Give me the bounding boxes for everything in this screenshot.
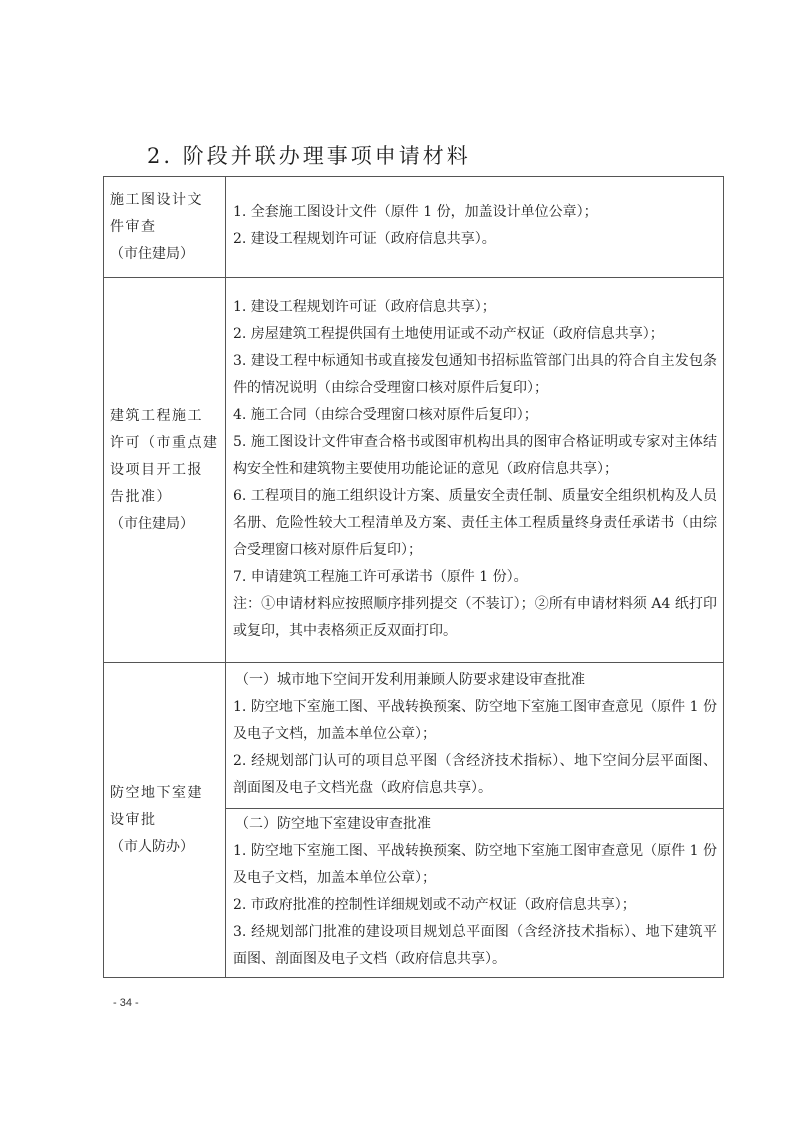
application-materials-table: [103, 176, 724, 978]
material-item: 4. 施工合同（由综合受理窗口核对原件后复印）；: [233, 406, 538, 423]
responsible-organization: （市住建局）: [110, 245, 194, 262]
material-item: 2. 建设工程规划许可证（政府信息共享）。: [233, 231, 496, 247]
material-item: 1. 防空地下室施工图、平战转换预案、防空地下室施工图审查意见（原件 1 份及电子文档，加盖本单位公章）；: [233, 699, 717, 742]
responsible-organization: （市住建局）: [110, 515, 194, 532]
material-item: 1. 全套施工图设计文件（原件 1 份，加盖设计单位公章）；: [233, 204, 598, 220]
department-name-line: 件审查: [110, 218, 157, 235]
material-item: 2. 房屋建筑工程提供国有土地使用证或不动产权证（政府信息共享）；: [233, 325, 664, 342]
material-item: 3. 经规划部门批准的建设项目规划总平面图（含经济技术指标）、地下建筑平面图、剖面图及电子文档（政府信息共享）。: [233, 924, 717, 967]
section-heading: 2. 阶段并联办理事项申请材料: [147, 144, 471, 168]
materials-subsection-cell: [226, 809, 724, 978]
material-item: 6. 工程项目的施工组织设计方案、质量安全责任制、质量安全组织机构及人员名册、危险性较大工程清单及方案、责任主体工程质量终身责任承诺书（由综合受理窗口核对原件后复印）；: [233, 487, 717, 558]
department-name-line: 防空地下室建: [110, 784, 203, 801]
department-cell: [104, 278, 226, 663]
table-row-construction-drawing-review: [104, 177, 724, 278]
department-name-line: 设项目开工报: [110, 461, 203, 478]
department-name-line: 建筑工程施工: [110, 407, 203, 424]
subsection-title: （二）防空地下室建设审查批准: [235, 816, 431, 832]
material-item: 5. 施工图设计文件审查合格书或图审机构出具的图审合格证明或专家对主体结构安全性和建筑物主要使用功能论证的意见（政府信息共享）；: [233, 433, 717, 477]
materials-subsection-cell: [226, 663, 724, 809]
material-item: 1. 建设工程规划许可证（政府信息共享）；: [233, 298, 496, 315]
material-item: 7. 申请建筑工程施工许可承诺书（原件 1 份）。: [233, 568, 528, 585]
department-name-line: 施工图设计文: [110, 191, 203, 208]
subsection-title: （一）城市地下空间开发利用兼顾人防要求建设审查批准: [235, 672, 585, 688]
table-row-civil-air-defense-approval: [104, 663, 724, 809]
material-item: 2. 经规划部门认可的项目总平图（含经济技术指标）、地下空间分层平面图、剖面图及电子文档光盘（政府信息共享）。: [233, 753, 717, 796]
department-name-line: 许可（市重点建: [110, 434, 219, 451]
responsible-organization: （市人防办）: [110, 838, 194, 855]
table-row-construction-permit: [104, 278, 724, 663]
materials-cell: [226, 177, 724, 278]
material-item: 2. 市政府批准的控制性详细规划或不动产权证（政府信息共享）；: [233, 897, 636, 913]
department-cell: [104, 177, 226, 278]
department-cell: [104, 663, 226, 978]
department-name-line: 设审批: [110, 811, 157, 828]
material-item: 1. 防空地下室施工图、平战转换预案、防空地下室施工图审查意见（原件 1 份及电子文档，加盖本单位公章）；: [233, 843, 717, 886]
note-text: 注：①申请材料应按照顺序排列提交（不装订）；②所有申请材料须 A4 纸打印或复印，其中表格须正反双面打印。: [233, 595, 717, 639]
materials-cell: [226, 278, 724, 663]
page-number: - 34 -: [113, 997, 139, 1009]
department-name-line: 告批准）: [110, 488, 172, 505]
material-item: 3. 建设工程中标通知书或直接发包通知书招标监管部门出具的符合自主发包条件的情况说明（由综合受理窗口核对原件后复印）；: [233, 352, 717, 396]
